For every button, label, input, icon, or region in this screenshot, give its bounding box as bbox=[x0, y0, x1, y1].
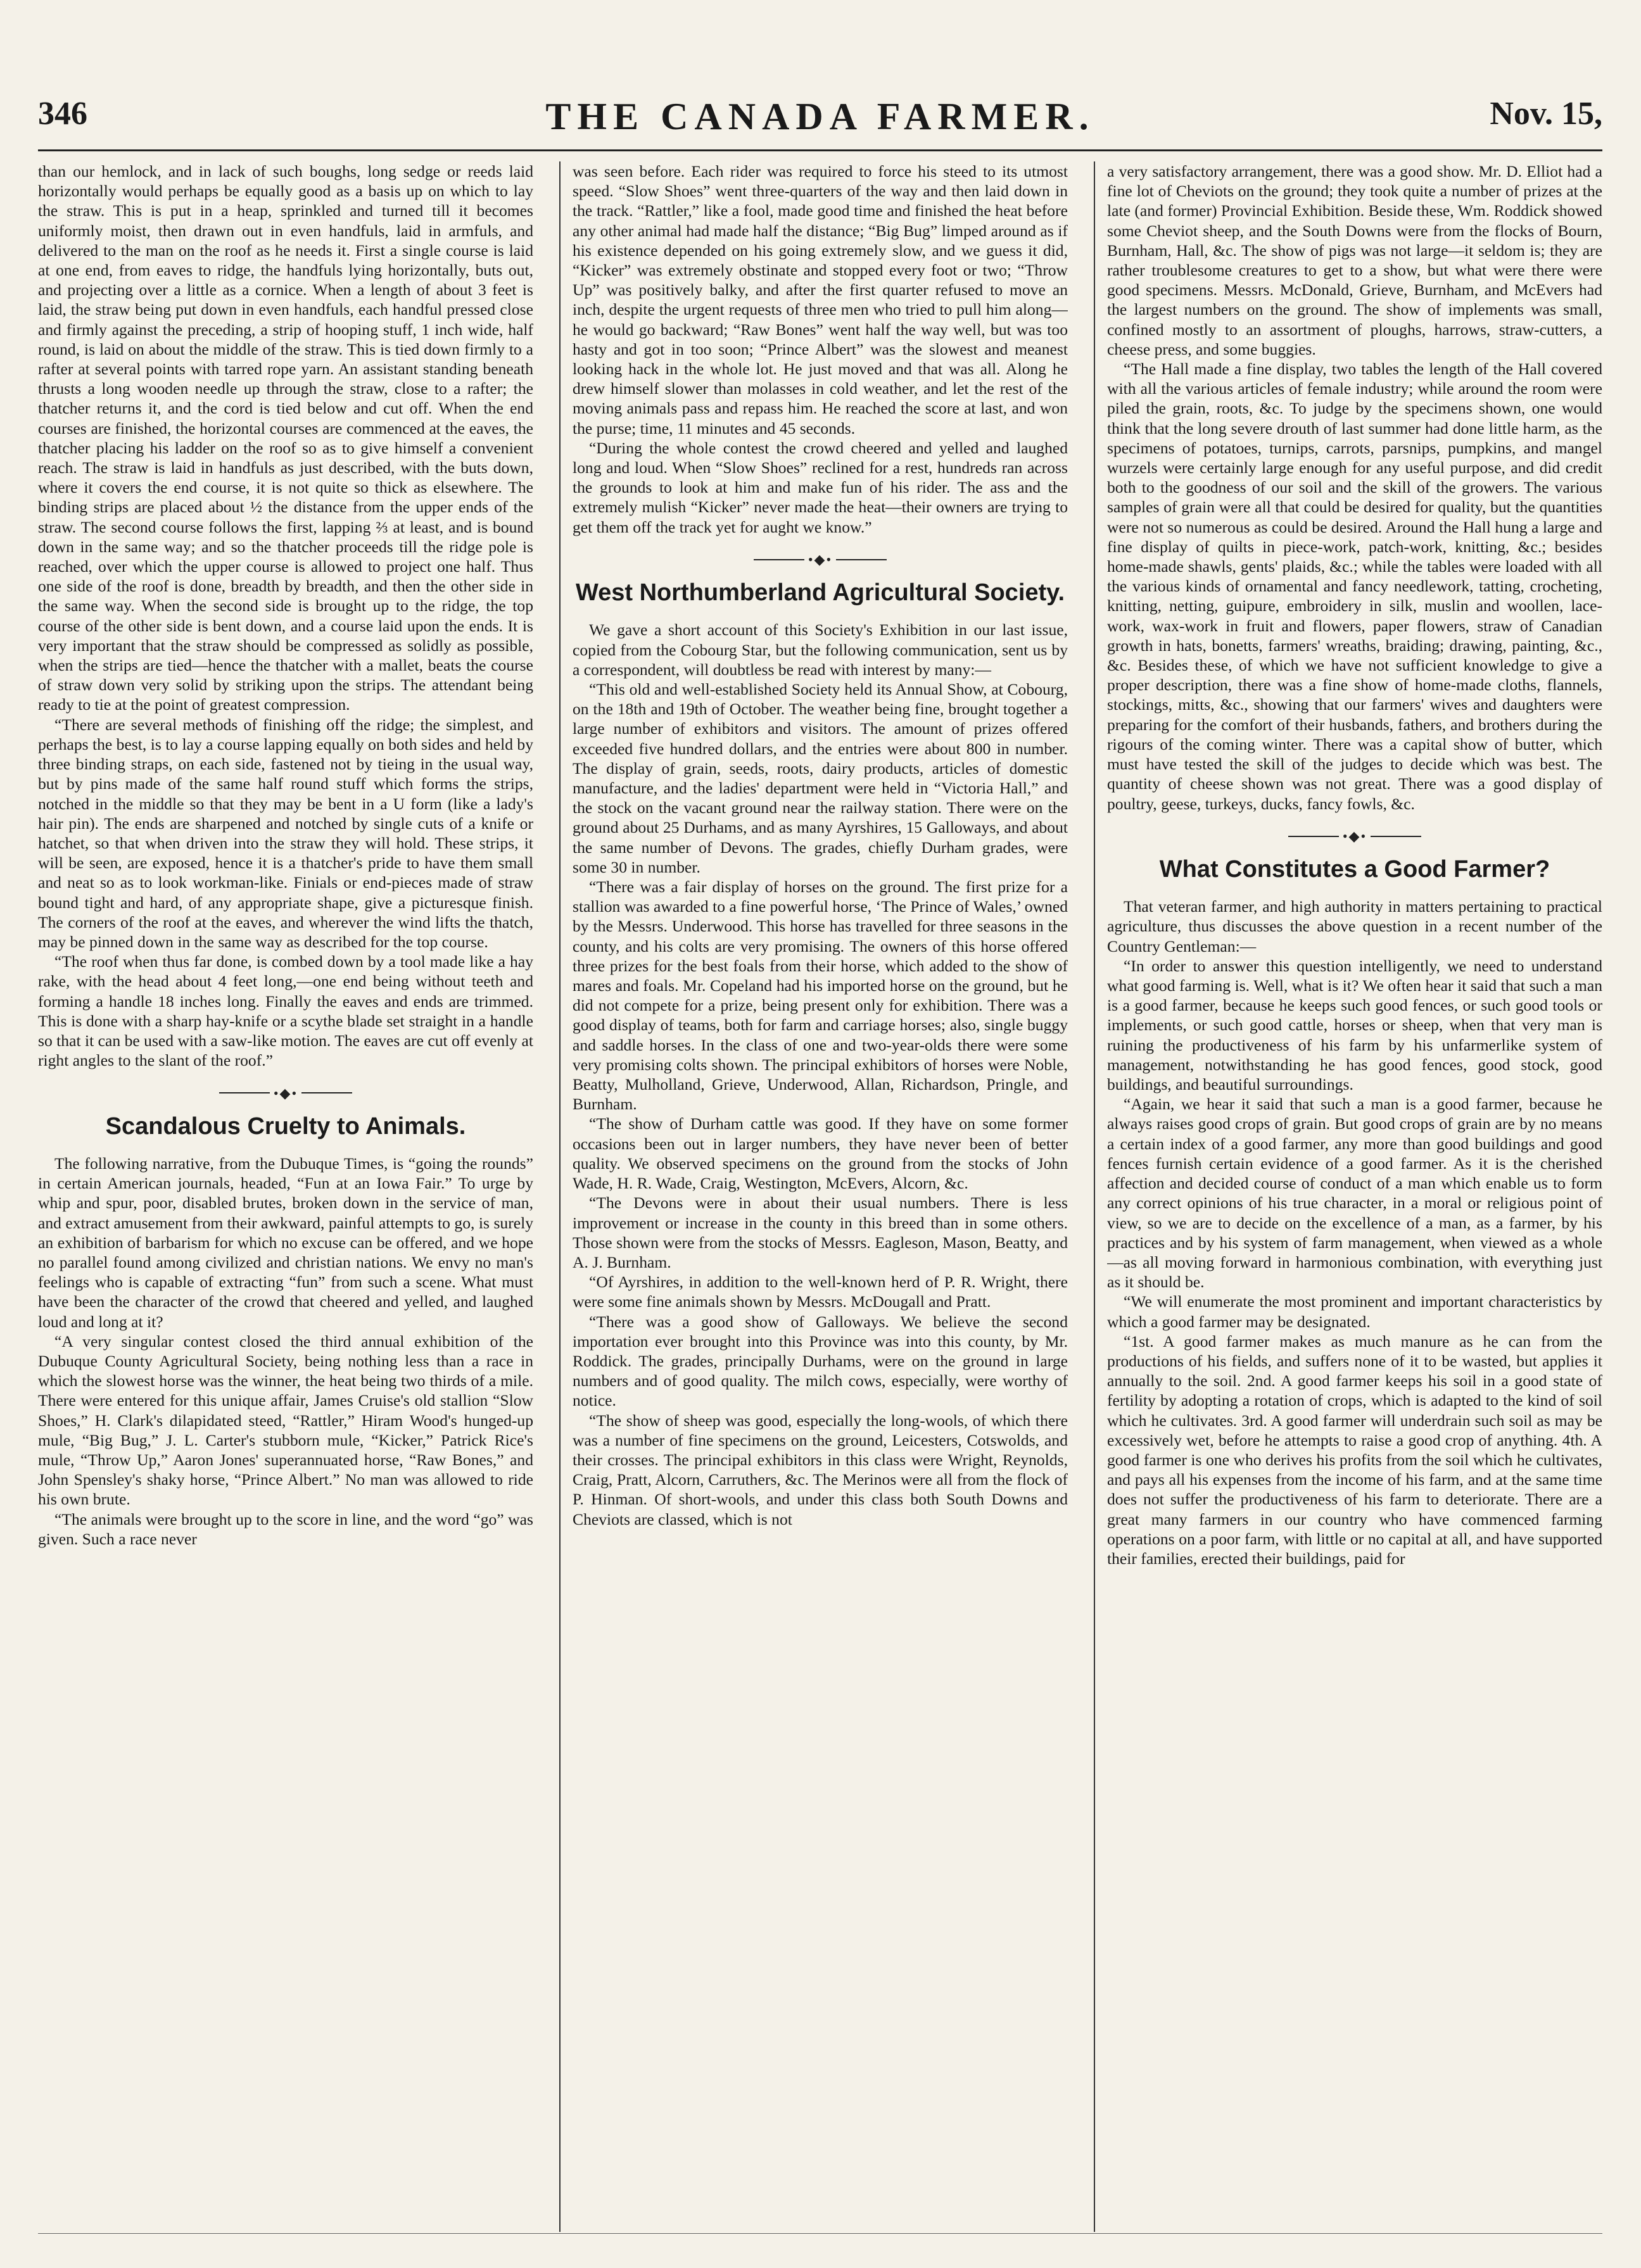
paragraph: “There was a good show of Galloways. We believe the second importation ever brought into this Province was into this county, by Mr. Roddick. The grades, principally Durhams, were on the ground in large numbers and of good quality. The milch cows, especially, were worthy of notice. bbox=[573, 1312, 1068, 1410]
column-3 bbox=[1107, 161, 1602, 2232]
paragraph: The following narrative, from the Dubuque Times, is “going the rounds” in certain American journals, headed, “Fun at an Iowa Fair.” To urge by whip and spur, poor, disabled brutes, broken down in the service of man, and extract amusement from their awkward, painful attempts to go, is surely an exhibition of barbarism for which no excuse can be offered, and we hope no parallel found among civilized and christian nations. We envy no man's feelings who is capable of extracting “fun” from such a scene. What must have been the character of the crowd that cheered and yelled, and laughed loud and long at it? bbox=[38, 1154, 533, 1331]
section-divider: •◆• bbox=[573, 548, 1068, 570]
paragraph: That veteran farmer, and high authority in matters pertaining to practical agriculture, thus discusses the above question in a recent number of the Country Gentleman:— bbox=[1107, 897, 1602, 955]
masthead bbox=[38, 95, 1602, 152]
paragraph: “The Hall made a fine display, two tables the length of the Hall covered with all the various articles of female industry; while around the room were piled the grain, roots, &c. To judge by the specimens shown, one would think that the long severe drouth of last summer had done little harm, as the specimens of potatoes, turnips, carrots, parsnips, pumpkins, and mangel wurzels were certainly large enough for any useful purpose, and did credit both to the goodness of our soil and the skill of the growers. The various samples of grain were all that could be desired for quality, but the quantities were not so numerous as could be desired. Around the Hall hung a large and fine display of quilts in piece-work, patch-work, knitting, &c.; besides home-made shawls, gents' plaids, &c.; while the tables were loaded with all the various kinds of ornamental and fancy needlework, tatting, crocheting, knitting, netting, guipure, embroidery in silk, muslin and woollen, lace-work, wax-work in fruit and flowers, paper flowers, straw of Canadian growth in hats, bonetts, farmers' wreaths, braiding; drawing, painting, &c., &c. Besides these, of which we have not sufficient knowledge to give a proper description, there was a fine show of home-made cloths, flannels, stockings, mitts, &c., showing that our farmers' wives and daughters were preparing for the comfort of their husbands, fathers, and brothers during the rigours of the coming winter. There was a capital show of butter, which must have tested the skill of the judges to decide which was best. The quantity of cheese shown was not great. There was a good display of poultry, geese, turkeys, ducks, fancy fowls, &c. bbox=[1107, 360, 1602, 813]
column-divider bbox=[559, 161, 561, 2232]
paragraph: “There are several methods of finishing off the ridge; the simplest, and perhaps the best, is to lay a course lapping equally on both sides and held by three binding straps, on each side, fastened not by tieing in the usual way, but by pins made of the same half round stuff which forms the strips, notched in the middle so that they may be bent in a U form (like a lady's hair pin). The ends are sharpened and notched by single cuts of a knife or hatchet, so that when driven into the straw they will hold. These strips, it will be seen, are exposed, hence it is a thatcher's pride to have them small and neat so as to look workman-like. Finials or end-pieces made of straw bound tight and hard, of any appropriate shape, give a picturesque finish. The corners of the roof at the eaves, and wherever the wind lifts the thatch, may be pinned down in the same way as described for the top course. bbox=[38, 715, 533, 951]
paragraph: “1st. A good farmer makes as much manure as he can from the productions of his fields, and suffers none of it to be wasted, but applies it annually to the soil. 2nd. A good farmer keeps his soil in a good state of fertility by adopting a rotation of crops, which is adapted to the kind of soil which he cultivates. 3rd. A good farmer will underdrain such soil as may be excessively wet, before he attempts to raise a good crop of anything. 4th. A good farmer is one who derives his profits from the soil which he cultivates, and pays all his expenses from the income of his farm, and at the same time does not suffer the productiveness of his farm to deteriorate. There are a great many farmers in our country who have commenced farming operations on a poor farm, with little or no capital at all, and have supported their families, erected their buildings, paid for bbox=[1107, 1332, 1602, 1568]
page-number: 346 bbox=[38, 96, 87, 132]
paragraph: We gave a short account of this Society's Exhibition in our last issue, copied from the Cobourg Star, but the following communication, sent us by a correspondent, will doubtless be read with interest by many:— bbox=[573, 621, 1068, 679]
paragraph: “Of Ayrshires, in addition to the well-known herd of P. R. Wright, there were some fine animals shown by Messrs. McDougall and Pratt. bbox=[573, 1273, 1068, 1311]
article-heading: What Constitutes a Good Farmer? bbox=[1159, 856, 1550, 883]
paragraph: “During the whole contest the crowd cheered and yelled and laughed long and loud. When “Slow Shoes” reclined for a rest, hundreds ran across the grounds to look at him and make fun of his rider. The ass and the extremely mulish “Kicker” never made the heat—their owners are trying to get them off the track yet for aught we know.” bbox=[573, 438, 1068, 536]
paragraph: “In order to answer this question intelligently, we need to understand what good farming is. Well, what is it? We often hear it said that such a man is a good farmer, because he keeps such good fences, or such good tools or implements, or such good cattle, horses or sheep, when that very man is ruining the productiveness of his farm by his unfarmerlike system of management, notwithstanding he has good fences, good stock, good buildings, and beautiful surroundings. bbox=[1107, 956, 1602, 1094]
masthead-rule bbox=[38, 149, 1602, 151]
paragraph: “A very singular contest closed the third annual exhibition of the Dubuque County Agricultural Society, being nothing less than a race in which the slowest horse was the winner, the heat being two thirds of a mile. There were entered for this unique affair, James Cruise's old stallion “Slow Shoes,” H. Clark's dilapidated steed, “Rattler,” Hiram Wood's hunged-up mule, “Big Bug,” J. L. Carter's stubborn mule, “Kicker,” Patrick Rice's mule, “Throw Up,” Aaron Jones' superannuated horse, “Raw Bones,” and John Spensley's shaky horse, “Prince Albert.” No man was allowed to ride his own brute. bbox=[38, 1332, 533, 1509]
paragraph: “The animals were brought up to the score in line, and the word “go” was given. Such a race never bbox=[38, 1509, 533, 1548]
paragraph: “The show of sheep was good, especially the long-wools, of which there was a number of fine specimens on the ground, Leicesters, Cotswolds, and their crosses. The principal exhibitors in this class were Wright, Reynolds, Craig, Pratt, Alcorn, Carruthers, &c. The Merinos were all from the flock of P. Hinman. Of short-wools, and under this class both South Downs and Cheviots are classed, which is not bbox=[573, 1411, 1068, 1528]
paragraph: “Again, we hear it said that such a man is a good farmer, because he always raises good crops of grain. But good crops of grain are by no means a certain index of a good farmer, any more than good buildings and good fences furnish certain evidence of a good farmer. As it is the cherished affection and decided course of conduct of a man which enable us to form any correct opinions of his true character, in a moral or religious point of view, so we are to decide on the excellence of a man, as a farmer, by his practices and by his system of farm management, when viewed as a whole—as all moving forward in harmonious combination, with everything just as it should be. bbox=[1107, 1095, 1602, 1292]
newspaper-title: THE CANADA FARMER. bbox=[545, 96, 1095, 137]
page-bottom-rule bbox=[38, 2233, 1602, 2234]
column-divider bbox=[1094, 161, 1095, 2232]
article-heading: Scandalous Cruelty to Animals. bbox=[105, 1112, 466, 1140]
column-1 bbox=[38, 161, 533, 2232]
paragraph: “We will enumerate the most prominent and important characteristics by which a good farmer may be designated. bbox=[1107, 1292, 1602, 1331]
paragraph: “The show of Durham cattle was good. If they have on some former occasions been out in larger numbers, they have never been of better quality. We observed specimens on the ground from the stocks of John Wade, H. R. Wade, Craig, Westington, McEvers, Alcorn, &c. bbox=[573, 1114, 1068, 1193]
section-divider: •◆• bbox=[1107, 825, 1602, 847]
paragraph: “There was a fair display of horses on the ground. The first prize for a stallion was awarded to a fine powerful horse, ‘The Prince of Wales,’ owned by the Messrs. Underwood. This horse has travelled for three seasons in the county, and his colts are very promising. The owners of this horse offered three prizes for the best foals from their horse, which added to the show of mares and foals. Mr. Copeland had his imported horse on the ground, but he did not compete for a prize, being present only for exhibition. There was a good display of teams, both for farm and carriage horses; also, single buggy and saddle horses. In the class of one and two-year-olds there were some very promising colts shown. The principal exhibitors of horses were Noble, Beatty, Mulholland, Grieve, Underwood, Allan, Richardson, Pringle, and Burnham. bbox=[573, 878, 1068, 1114]
issue-date: Nov. 15, bbox=[1490, 96, 1602, 132]
paragraph: “This old and well-established Society held its Annual Show, at Cobourg, on the 18th and 19th of October. The weather being fine, brought together a large number of exhibitors and visitors. The amount of prizes offered exceeded five hundred dollars, and the entries were about 800 in number. The display of grain, seeds, roots, dairy products, articles of domestic manufacture, and the ladies' department were held in “Victoria Hall,” and the stock on the vacant ground near the railway station. There were on the ground about 25 Durhams, and as many Ayrshires, 15 Galloways, and about the same number of Devons. The grades, chiefly Durham grades, were some 30 in number. bbox=[573, 680, 1068, 876]
paragraph: “The Devons were in about their usual numbers. There is less improvement or increase in the county in this breed than in some others. Those shown were from the stocks of Messrs. Eagleson, Mason, Beatty, and A. J. Burnham. bbox=[573, 1194, 1068, 1271]
column-2 bbox=[573, 161, 1068, 2232]
paragraph: was seen before. Each rider was required to force his steed to its utmost speed. “Slow Shoes” went three-quarters of the way and then laid down in the track. “Rattler,” like a fool, made good time and finished the heat before any other animal had made half the distance; “Big Bug” limped around as if his existence depended on his going extremely slow, and we guess it did, “Kicker” was extremely obstinate and stopped every foot or two; “Throw Up” was positively balky, and after the first quarter refused to move an inch, despite the urgent requests of three men who tried to pull him along—he would go backward; “Raw Bones” went half the way well, but was too hasty and got in too soon; “Prince Albert” was the slowest and meanest looking hack in the whole lot. He just moved and that was all. Along he drew himself slower than molasses in cold weather, and let the rest of the moving animals pass and repass him. He reached the score at last, and won the purse; time, 11 minutes and 45 seconds. bbox=[573, 162, 1068, 438]
paragraph: “The roof when thus far done, is combed down by a tool made like a hay rake, with the head about 4 feet long,—one end being without teeth and forming a handle 18 inches long. Finally the eaves and ends are trimmed. This is done with a sharp hay-knife or a scythe blade set straight in a handle so that it can be used with a saw-like motion. The eaves are cut off evenly at right angles to the slant of the roof.” bbox=[38, 952, 533, 1070]
paragraph: than our hemlock, and in lack of such boughs, long sedge or reeds laid horizontally would perhaps be equally good as a basis up on which to lay the straw. This is put in a heap, sprinkled and turned till it becomes uniformly moist, then drawn out in even handfuls, laid in armfuls, and delivered to the man on the roof as he needs it. First a single course is laid at one end, from eaves to ridge, the handfuls lying horizontally, buts out, and projecting over a little as a cornice. When a length of about 3 feet is laid, the straw being put down in even handfuls, each handful pressed close and firmly against the preceding, a strip of hooping stuff, 1 inch wide, half round, is laid on about the middle of the straw. This is tied down firmly to a rafter at several points with tarred rope yarn. An assistant standing beneath thrusts a long wooden needle up through the straw, close to a rafter; the thatcher returns it, and the cord is tied below and cut off. When the end courses are finished, the horizontal courses are commenced at the eaves, the thatcher placing his ladder on the roof so as to give himself a convenient reach. The straw is laid in handfuls as just described, with the buts down, where it covers the end course, it is not quite so thick as elsewhere. The binding strips are placed about ½ the distance from the upper ends of the straw. The second course follows the first, lapping ⅔ at least, and is bound down in the same way; and so the thatcher proceeds till the ridge pole is reached, over which the upper course is allowed to project one half. Thus one side of the roof is done, breadth by breadth, and then the other side in the same way. When the second side is brought up to the ridge, the top course of the other side is bent down, and a course laid upon the ends. It is very important that the straw should be compressed as solidly as possible, when the strips are tied—hence the thatcher with a mallet, beats the course of straw down very solid by striking upon the strips. The attendant being ready to tie at the point of greatest compression. bbox=[38, 162, 533, 714]
article-heading: West Northumberland Agricultural Society. bbox=[575, 579, 1065, 607]
section-divider: •◆• bbox=[38, 1081, 533, 1103]
paragraph: a very satisfactory arrangement, there was a good show. Mr. D. Elliot had a fine lot of Cheviots on the ground; they took quite a number of prizes at the late (and former) Provincial Exhibition. Beside these, Wm. Roddick showed some Cheviot sheep, and the South Downs were from the flocks of Bourn, Burnham, Hall, &c. The show of pigs was not large—it seldom is; they are rather troublesome creatures to get to a show, but what were there were good specimens. Messrs. McDonald, Grieve, Burnham, and McEvers had the largest numbers on the ground. The show of implements was small, confined mostly to an assortment of ploughs, harrows, straw-cutters, a cheese press, and some buggies. bbox=[1107, 162, 1602, 358]
